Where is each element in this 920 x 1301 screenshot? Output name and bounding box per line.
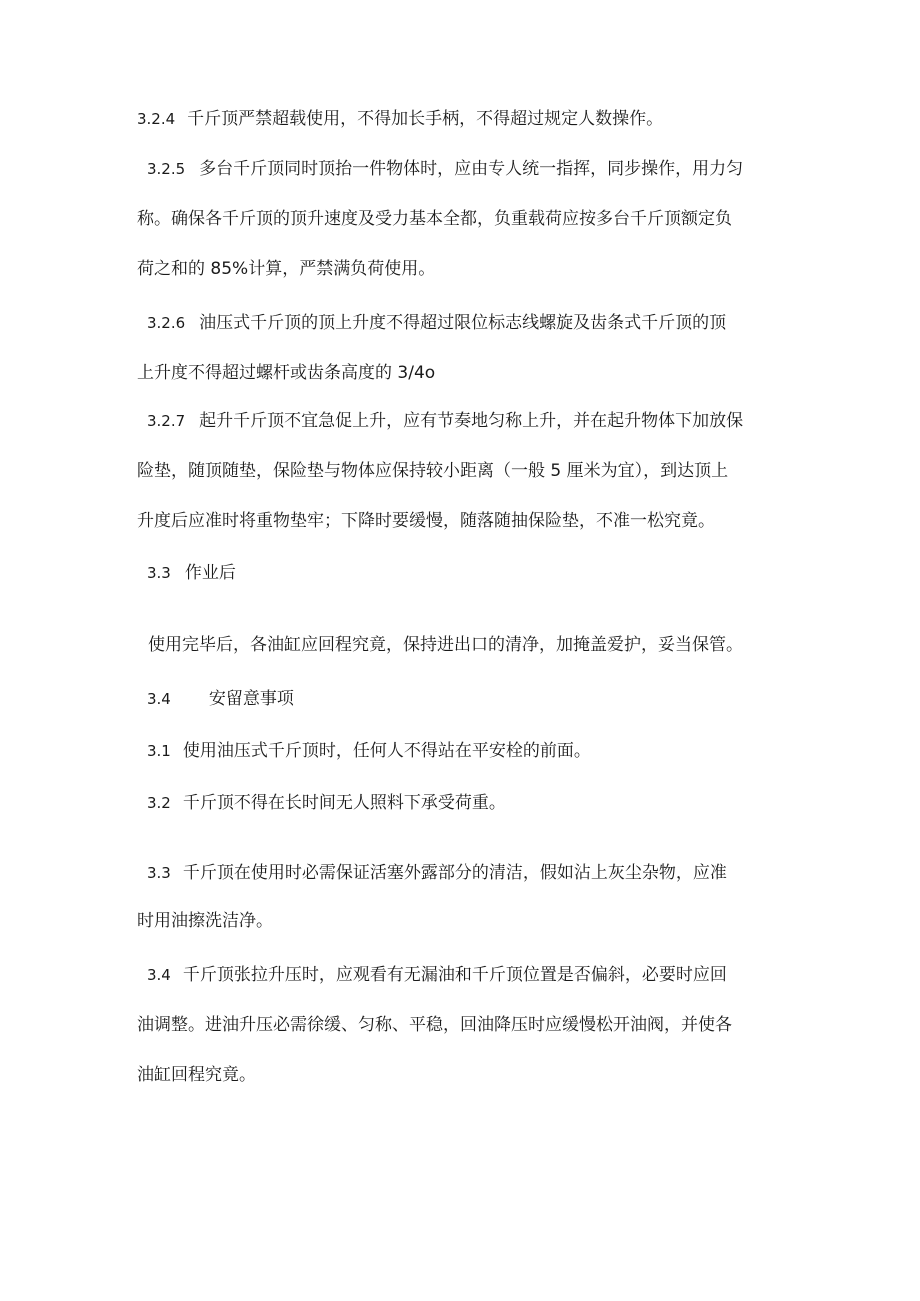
paragraph-note-3-2: [147, 792, 506, 814]
paragraph-text: 多台千斤顶同时顶抬一件物体时，应由专人统一指挥，同步操作，用力匀: [199, 159, 744, 179]
section-number: 3.4: [147, 690, 171, 708]
paragraph-3-2-4-line-1: [137, 108, 663, 130]
paragraph-text: 升度后应准时将重物垫牢；下降时要缓慢，随落随抽保险垫，不准一松究竟。: [137, 511, 715, 531]
section-number: 3.3: [147, 864, 171, 882]
paragraph-3-2-5-line-1: [147, 158, 743, 180]
paragraph-text: 险垫，随顶随垫，保险垫与物体应保持较小距离（一般 5 厘米为宜），到达顶上: [137, 461, 729, 481]
paragraph-3-2-5-line-2: [137, 208, 732, 230]
section-number: 3.2.5: [147, 160, 186, 178]
paragraph-text: 时用油擦洗洁净。: [137, 911, 273, 931]
paragraph-text: 油调整。进油升压必需徐缓、匀称、平稳，回油降压时应缓慢松开油阀，并使各: [137, 1015, 732, 1035]
paragraph-text: 起升千斤顶不宜急促上升，应有节奏地匀称上升，并在起升物体下加放保: [199, 411, 744, 431]
paragraph-note-3-3-line-1: [147, 862, 727, 884]
paragraph-text: 使用完毕后，各油缸应回程究竟，保持进出口的清净，加掩盖爱护，妥当保管。: [148, 635, 743, 655]
paragraph-text: 油压式千斤顶的顶上升度不得超过限位标志线螺旋及齿条式千斤顶的顶: [199, 313, 727, 333]
heading-3-4: [147, 688, 294, 710]
paragraph-text: 油缸回程究竟。: [137, 1065, 256, 1085]
paragraph-note-3-4-line-1: [147, 964, 727, 986]
paragraph-text: 上升度不得超过螺杆或齿条高度的 3/4o: [137, 363, 436, 383]
paragraph-note-3-4-line-2: [137, 1014, 732, 1036]
section-number: 3.2: [147, 794, 171, 812]
paragraph-text: 称。确保各千斤顶的顶升速度及受力基本全都，负重载荷应按多台千斤顶额定负: [137, 209, 732, 229]
section-number: 3.1: [147, 742, 171, 760]
paragraph-note-3-4-line-3: [137, 1064, 256, 1086]
paragraph-3-2-5-line-3: [137, 258, 435, 280]
paragraph-note-3-1: [147, 740, 591, 762]
paragraph-text: 千斤顶严禁超载使用，不得加长手柄，不得超过规定人数操作。: [187, 109, 664, 129]
section-number: 3.2.6: [147, 314, 186, 332]
paragraph-text: 荷之和的 85%计算，严禁满负荷使用。: [137, 259, 436, 279]
paragraph-3-2-6-line-2: [137, 362, 435, 384]
paragraph-after-use: [148, 634, 743, 656]
paragraph-3-2-7-line-1: [147, 410, 743, 432]
section-number: 3.2.7: [147, 412, 186, 430]
paragraph-3-2-7-line-2: [137, 460, 728, 482]
section-number: 3.4: [147, 966, 171, 984]
paragraph-text: 使用油压式千斤顶时，任何人不得站在平安栓的前面。: [182, 741, 591, 761]
heading-text: 安留意事项: [208, 689, 294, 709]
section-number: 3.3: [147, 564, 171, 582]
paragraph-text: 千斤顶在使用时必需保证活塞外露部分的清洁，假如沾上灰尘杂物，应准: [182, 863, 727, 883]
heading-3-3: [147, 562, 236, 584]
section-number: 3.2.4: [137, 110, 176, 128]
paragraph-3-2-7-line-3: [137, 510, 715, 532]
paragraph-text: 千斤顶不得在长时间无人照料下承受荷重。: [182, 793, 506, 813]
paragraph-text: 千斤顶张拉升压时，应观看有无漏油和千斤顶位置是否偏斜，必要时应回: [182, 965, 727, 985]
paragraph-note-3-3-line-2: [137, 910, 273, 932]
paragraph-3-2-6-line-1: [147, 312, 726, 334]
heading-text: 作业后: [184, 563, 236, 583]
